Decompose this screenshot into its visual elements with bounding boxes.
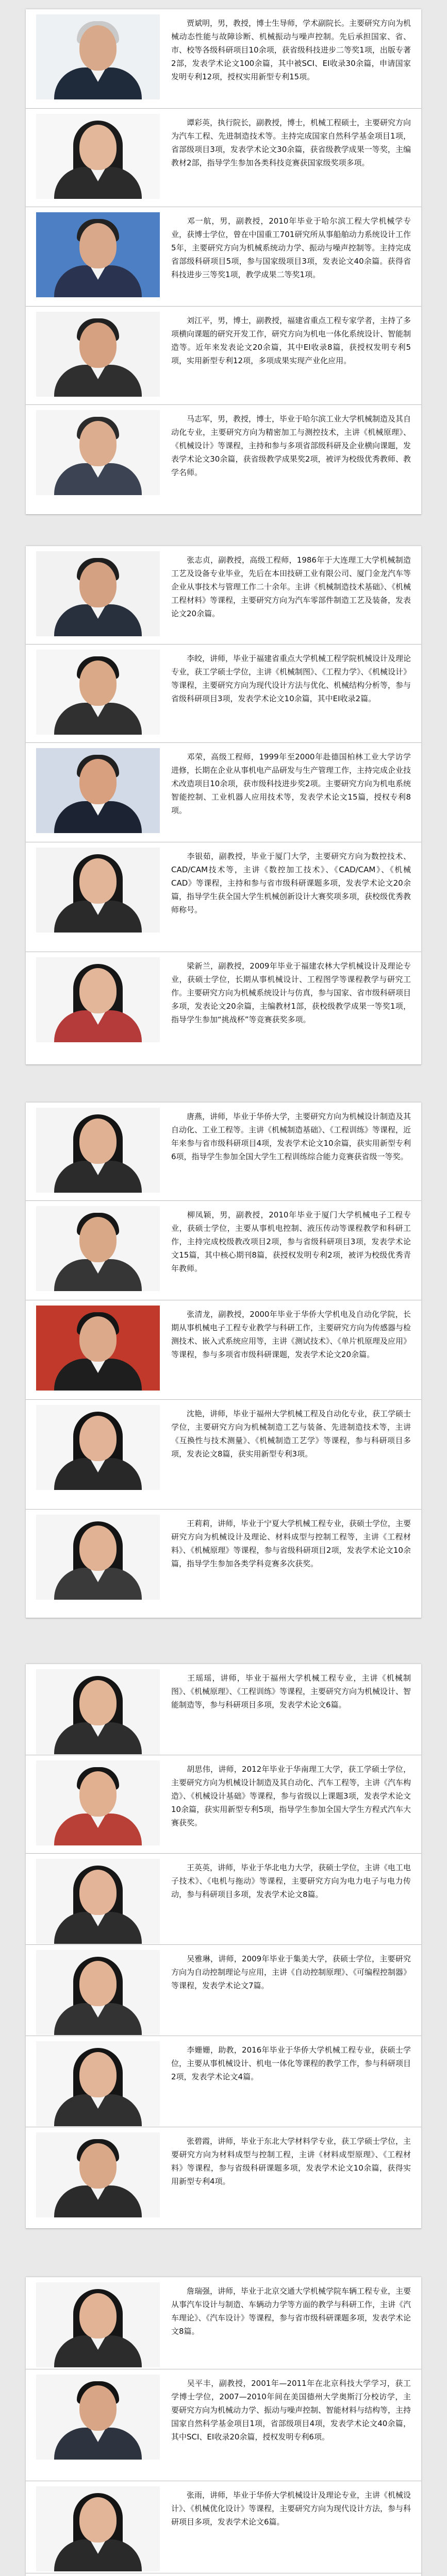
- bio-text: 李皎，讲师，毕业于福建省重点大学机械工程学院机械设计及理论专业，获工学硕士学位，主讲《机械制图》、《工程力学》、《机械设计》等课程，主要研究方向为现代设计方法与优化、机械结构分析等，参与省级科研项目3项，发表学术论文10余篇，其中EI收录2篇。: [171, 654, 411, 703]
- person-silhouette-icon: [49, 1408, 147, 1490]
- document-page: [26, 1103, 421, 1618]
- person-silhouette-icon: [49, 554, 147, 636]
- bio-text: 李银茹，副教授，毕业于厦门大学，主要研究方向为数控技术、CAD/CAM技术等，主讲《数控加工技术》、《CAD/CAM》、《机械CAD》等课程，主持和参与省市级科研课题多项，发表学术论文20余篇，指导学生获全国大学生机械创新设计大赛奖项多项，获校级优秀教师称号。: [171, 852, 411, 914]
- person-silhouette-icon: [49, 2285, 147, 2367]
- portrait-photo: [36, 2132, 160, 2217]
- portrait-photo: [36, 114, 160, 199]
- document-page: [26, 9, 421, 515]
- document-page: [26, 546, 421, 1065]
- faculty-entry: [26, 1201, 421, 1300]
- faculty-entry: [26, 1103, 421, 1201]
- person-silhouette-icon: [49, 1209, 147, 1291]
- faculty-entry: [26, 1854, 421, 1945]
- portrait-photo: [36, 1950, 160, 2035]
- bio-text: 吴雅琳，讲师，2009年毕业于集美大学，获硕士学位，主要研究方向为自动控制理论与应用，主讲《自动控制原理》、《可编程控制器》等课程，发表学术论文7篇。: [171, 1954, 411, 1990]
- person-silhouette-icon: [49, 850, 147, 933]
- portrait-photo: [36, 1108, 160, 1193]
- portrait-photo: [36, 1405, 160, 1490]
- faculty-entry: [26, 2277, 421, 2369]
- bio-text: 刘江平，男，博士，副教授，福建省重点工程专家学者，主持了多项横向课题的研究开发工作，研究方向为机电一体化系统设计、智能制造等。近年来发表论文20余篇，其中EI收录8篇，获授权发明专利5项，实用新型专利12项，多项成果实现产业化应用。: [171, 316, 411, 365]
- bio-text: 邓荣，高级工程师，1999年至2000年赴德国柏林工业大学访学进修，长期在企业从事机电产品研发与生产管理工作，主持完成企业技术改造项目10余项，获市级科技进步奖2项。主要研究方向为机电系统智能控制、工业机器人应用技术等，发表学术论文15篇，授权专利8项。: [171, 752, 411, 815]
- faculty-entry: [26, 645, 421, 743]
- person-silhouette-icon: [49, 1672, 147, 1754]
- person-silhouette-icon: [49, 652, 147, 735]
- portrait-photo: [36, 1669, 160, 1754]
- faculty-entry: [26, 207, 421, 307]
- faculty-entry: [26, 109, 421, 207]
- bio-text: 马志军，男，教授，博士，毕业于哈尔滨工业大学机械制造及其自动化专业，主要研究方向为精密加工与测控技术，主讲《机械原理》、《机械设计》等课程，主持和参与多项省部级科研及企业横向课题，发表学术论文30余篇，获省级教学成果奖2项，被评为校级优秀教师、教学名师。: [171, 414, 411, 477]
- person-silhouette-icon: [49, 116, 147, 199]
- portrait-photo: [36, 1306, 160, 1391]
- person-silhouette-icon: [49, 2044, 147, 2126]
- bio-text: 唐燕，讲师，毕业于华侨大学，主要研究方向为机械设计制造及其自动化、工业工程等。主讲《机械制造基础》、《工程训练》等课程，近年来参与省市级科研项目4项，发表学术论文10余篇，获实用新型专利6项，指导学生参加全国大学生工程训练综合能力竞赛获省级一等奖。: [171, 1112, 411, 1161]
- faculty-entry: [26, 2573, 421, 2576]
- faculty-entry: [26, 2369, 421, 2481]
- faculty-entry: [26, 2481, 421, 2573]
- bio-text: 王瑶瑶，讲师，毕业于福州大学机械工程专业，主讲《机械制图》、《机械原理》、《工程训练》等课程，主要研究方向为机械设计、智能制造等，参与科研项目多项，发表学术论文6篇。: [171, 1673, 411, 1709]
- portrait-photo: [36, 748, 160, 833]
- faculty-entry: [26, 1755, 421, 1854]
- person-silhouette-icon: [49, 17, 147, 99]
- faculty-entry: [26, 952, 421, 1065]
- bio-text: 柳凤颖，男，副教授，2010年毕业于厦门大学机械电子工程专业，获硕士学位，主要从事机电控制、液压传动等课程教学和科研工作，主持完成校级教改项目2项，参与省级科研项目3项，发表学术论文15篇，其中核心期刊8篇，获授权发明专利2项，被评为校级优秀青年教师。: [171, 1210, 411, 1273]
- person-silhouette-icon: [49, 314, 147, 397]
- faculty-entry: [26, 2036, 421, 2127]
- faculty-entry: [26, 2127, 421, 2229]
- portrait-photo: [36, 312, 160, 397]
- bio-text: 胡思伟，讲师，2012年毕业于华南理工大学，获工学硕士学位，主要研究方向为机械设计制造及其自动化、汽车工程等，主讲《汽车构造》、《机械设计基础》等课程，参与省级以上课题3项，发表学术论文10余篇，获实用新型专利5项，指导学生参加全国大学生方程式汽车大赛获奖。: [171, 1765, 411, 1827]
- portrait-photo: [36, 212, 160, 297]
- faculty-entry: [26, 307, 421, 405]
- portrait-photo: [36, 650, 160, 735]
- portrait-photo: [36, 551, 160, 636]
- bio-text: 沈艳，讲师，毕业于福州大学机械工程及自动化专业，获工学硕士学位，主要研究方向为机械制造工艺与装备、先进制造技术等，主讲《互换性与技术测量》、《机械制造工艺学》等课程，参与科研项目多项，发表论文8篇，获实用新型专利3项。: [171, 1409, 411, 1459]
- bio-text: 张清龙，副教授，2000年毕业于华侨大学机电及自动化学院，长期从事机械电子工程专业教学与科研工作，主要研究方向为传感器与检测技术、嵌入式系统应用等，主讲《测试技术》、《单片机原理及应用》等课程，参与多项省市级科研课题，发表学术论文20余篇。: [171, 1310, 411, 1359]
- person-silhouette-icon: [49, 1110, 147, 1193]
- person-silhouette-icon: [49, 1861, 147, 1944]
- portrait-photo: [36, 410, 160, 495]
- person-silhouette-icon: [49, 1763, 147, 1845]
- bio-text: 吴平丰，副教授，2001年—2011年在北京科技大学学习，获工学博士学位，2007—2010年间在美国德州大学奥斯汀分校访学，主要研究方向为机械动力学、振动与噪声控制、智能材料与结构等，主持国家自然科学基金项目1项，省部级项目4项，发表学术论文40余篇，其中SCI、EI收录20余篇，授权发明专利6项。: [171, 2379, 411, 2442]
- portrait-photo: [36, 1760, 160, 1845]
- bio-text: 詹瑞强，讲师，毕业于北京交通大学机械学院车辆工程专业，主要从事汽车设计与制造、车辆动力学等方面的教学与科研工作，主讲《汽车理论》、《汽车设计》等课程，参与省市级科研课题多项，发表学术论文8篇。: [171, 2286, 411, 2336]
- faculty-entry: [26, 9, 421, 109]
- faculty-entry: [26, 1300, 421, 1400]
- portrait-photo: [36, 957, 160, 1042]
- portrait-photo: [36, 14, 160, 99]
- portrait-photo: [36, 2282, 160, 2367]
- faculty-entry: [26, 1664, 421, 1755]
- person-silhouette-icon: [49, 2135, 147, 2217]
- faculty-entry: [26, 842, 421, 952]
- person-silhouette-icon: [49, 751, 147, 833]
- person-silhouette-icon: [49, 1953, 147, 2035]
- faculty-entry: [26, 1400, 421, 1510]
- bio-text: 张志贞，副教授，高级工程师，1986年于大连理工大学机械制造工艺及设备专业毕业，先后在本田技研工业有限公司、厦门金龙汽车等企业从事技术与管理工作二十余年。主讲《机械制造技术基础》、《机械工程材料》等课程，主要研究方向为汽车零部件制造工艺及装备，发表论文20余篇。: [171, 555, 411, 618]
- bio-text: 张碧霞，讲师，毕业于东北大学材料学专业，获工学硕士学位，主要研究方向为材料成型与控制工程，主讲《材料成型原理》、《工程材料》等课程，参与省级科研课题多项，发表学术论文10余篇，获得实用新型专利4项。: [171, 2137, 411, 2186]
- portrait-photo: [36, 1859, 160, 1944]
- document-page: [26, 2277, 421, 2576]
- bio-text: 张雨，讲师，毕业于华侨大学机械设计及理论专业，主讲《机械设计》、《机械优化设计》等课程，主要研究方向为现代设计方法，参与科研项目多项，发表学术论文6篇。: [171, 2490, 411, 2527]
- faculty-entry: [26, 1945, 421, 2036]
- bio-text: 梁新兰，副教授，2009年毕业于福建农林大学机械设计及理论专业，获硕士学位，长期从事机械设计、工程图学等课程教学与研究工作。主要研究方向为机械系统设计与仿真，参与国家、省市级科研项目多项，发表论文20余篇，主编教材1部，获校级教学成果一等奖1项，指导学生参加“挑战杯”等竞赛获奖多项。: [171, 961, 411, 1024]
- person-silhouette-icon: [49, 1308, 147, 1391]
- person-silhouette-icon: [49, 215, 147, 297]
- person-silhouette-icon: [49, 1517, 147, 1600]
- person-silhouette-icon: [49, 2377, 147, 2460]
- bio-text: 邓一航，男，副教授，2010年毕业于哈尔滨工程大学机械学专业，获博士学位，曾在中国重工701研究所从事船舶动力系统设计工作5年，主要研究方向为机械系统动力学、振动与噪声控制等。主持完成省部级科研项目5项，参与国家级项目3项，发表论文40余篇。获得省科技进步三等奖1项，教学成果二等奖1项。: [171, 216, 411, 279]
- bio-text: 谭彩英，执行院长，副教授，博士，机械工程硕士，主要研究方向为汽车工程、先进制造技术等。主持完成国家自然科学基金项目1项，省部级项目3项，发表学术论文30余篇，获省级教学成果一等奖，主编教材2部，指导学生参加各类科技竞赛获国家级奖项多项。: [171, 118, 411, 167]
- faculty-entry: [26, 405, 421, 515]
- document-page: [26, 1664, 421, 2229]
- person-silhouette-icon: [49, 2489, 147, 2571]
- bio-text: 贾斌明，男，教授，博士生导师，学术副院长。主要研究方向为机械动态性能与故障诊断、机械振动与噪声控制。先后承担国家、省、市、校等各级科研项目10余项，获省级科技进步二等奖1项，出版专著2部，发表学术论文100余篇，其中被SCI、EI收录30余篇，申请国家发明专利12项，授权实用新型专利15项。: [171, 19, 411, 81]
- portrait-photo: [36, 2375, 160, 2460]
- faculty-entry: [26, 546, 421, 645]
- portrait-photo: [36, 848, 160, 933]
- portrait-photo: [36, 2041, 160, 2126]
- person-silhouette-icon: [49, 960, 147, 1042]
- portrait-photo: [36, 1206, 160, 1291]
- portrait-photo: [36, 1515, 160, 1600]
- faculty-entry: [26, 1510, 421, 1618]
- bio-text: 王莉莉，讲师，毕业于宁夏大学机械工程专业，获硕士学位，主要研究方向为机械设计及理论、材料成型与控制工程等，主讲《工程材料》、《机械原理》等课程，参与省级科研项目2项，发表学术论文10余篇，指导学生参加各类学科竞赛多次获奖。: [171, 1519, 411, 1568]
- bio-text: 王英英，讲师，毕业于华北电力大学，获硕士学位，主讲《电工电子技术》、《电机与拖动》等课程，主要研究方向为电力电子与电力传动，参与科研项目多项，发表学术论文8篇。: [171, 1863, 411, 1899]
- portrait-photo: [36, 2486, 160, 2571]
- person-silhouette-icon: [49, 413, 147, 495]
- bio-text: 李姗姗，助教，2016年毕业于华侨大学机械工程专业，获硕士学位，主要从事机械设计、机电一体化等课程的教学工作，参与科研项目2项，发表学术论文4篇。: [171, 2045, 411, 2081]
- faculty-entry: [26, 743, 421, 842]
